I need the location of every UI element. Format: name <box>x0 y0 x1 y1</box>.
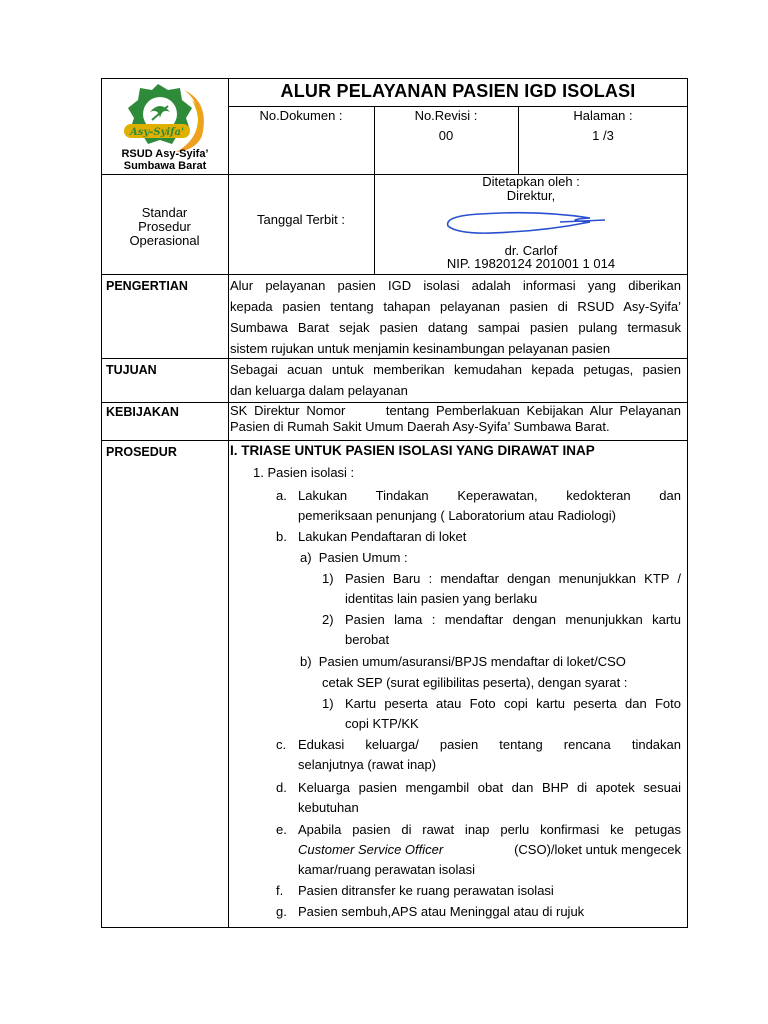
hospital-name-line2: Sumbawa Barat <box>123 160 207 172</box>
list-marker-f: f. <box>276 883 284 898</box>
list-item-ba2-line1: Pasien lama : mendaftar dengan menunjukkan kartu <box>345 612 681 627</box>
list-item-d-line2: kebutuhan <box>298 800 359 815</box>
list-marker-g: g. <box>276 904 287 919</box>
list-marker-ba2: 2) <box>322 612 334 627</box>
list-item-e-line2-rest: (CSO)/loket untuk mengecek <box>514 842 681 857</box>
list-item-f-line1: Pasien ditransfer ke ruang perawatan isolasi <box>298 883 554 898</box>
sop-label-line1: Standar <box>141 205 188 220</box>
tujuan-line: Sebagai acuan untuk memberikan kemudahan kepada petugas, pasien <box>230 362 681 377</box>
list-item-e-line3: kamar/ruang perawatan isolasi <box>298 862 476 877</box>
hospital-name-line1: RSUD Asy-Syifa’ <box>121 148 209 160</box>
title-divider <box>228 106 688 107</box>
list-item-bb-line1: b) Pasien umum/asuransi/BPJS mendaftar di loket/CSO <box>300 654 626 669</box>
pengertian-label: PENGERTIAN <box>106 279 188 293</box>
director-name: dr. Carlof <box>504 243 558 258</box>
list-item-d-line1: Keluarga pasien mengambil obat dan BHP di apotek sesuai <box>298 780 681 795</box>
list-item-bb-line2: cetak SEP (surat egilibilitas peserta), dengan syarat : <box>322 675 628 690</box>
tujuan-text <box>230 359 681 401</box>
pengertian-line: Sumbawa Barat sejak pasien datang sampai pasien pulang termasuk <box>230 320 681 335</box>
pengertian-line: sistem rujukan untuk menjamin kesinambungan pelayanan pasien <box>230 341 611 356</box>
director-nip: NIP. 19820124 201001 1 014 <box>446 256 616 271</box>
director-signature <box>440 208 610 244</box>
tujuan-line: dan keluarga dalam pelayanan <box>230 383 408 398</box>
list-item-1: 1. Pasien isolasi : <box>253 465 355 480</box>
list-item-ba2-line2: berobat <box>345 632 390 647</box>
ditetapkan-label: Ditetapkan oleh : <box>482 174 580 189</box>
list-item-c-line1: Edukasi keluarga/ pasien tentang rencana tindakan <box>298 737 681 752</box>
list-item-e-line1: Apabila pasien di rawat inap perlu konfirmasi ke petugas <box>298 822 681 837</box>
list-marker-ba1: 1) <box>322 571 334 586</box>
pengertian-text <box>230 275 681 359</box>
prosedur-label: PROSEDUR <box>106 445 177 459</box>
list-item-ba: a) Pasien Umum : <box>300 550 408 565</box>
sop-label-line3: Operasional <box>129 233 200 248</box>
list-marker-e: e. <box>276 822 287 837</box>
sop-label-line2: Prosedur <box>138 219 191 234</box>
list-item-ba1-line2: identitas lain pasien yang berlaku <box>345 591 538 606</box>
list-item-bb1-line1: Kartu peserta atau Foto copi kartu peserta dan Foto <box>345 696 681 711</box>
kebijakan-row-divider <box>101 440 688 441</box>
list-marker-c: c. <box>276 737 287 752</box>
tanggal-terbit-label: Tanggal Terbit : <box>257 212 345 227</box>
halaman-label: Halaman : <box>573 108 633 123</box>
list-item-a-line2: pemeriksaan penunjang ( Laboratorium atau Radiologi) <box>298 508 616 523</box>
list-item-bb1-line2: copi KTP/KK <box>345 716 419 731</box>
list-marker-b: b. <box>276 529 287 544</box>
list-item-c-line2: selanjutnya (rawat inap) <box>298 757 437 772</box>
pengertian-line: Alur pelayanan pasien IGD isolasi adalah informasi yang diberikan <box>230 278 681 293</box>
kebijakan-line: SK Direktur Nomor tentang Pemberlakuan Kebijakan Alur Pelayanan <box>230 403 681 418</box>
pengertian-line: kepada pasien tentang tahapan pelayanan pasien di RSUD Asy-Syifa’ <box>230 299 681 314</box>
list-marker-bb1: 1) <box>322 696 334 711</box>
list-item-ba1-line1: Pasien Baru : mendaftar dengan menunjukkan KTP / <box>345 571 681 586</box>
left-column-divider <box>228 78 229 928</box>
list-marker-a: a. <box>276 488 287 503</box>
halaman-value: 1 /3 <box>592 128 614 143</box>
kebijakan-text <box>230 403 681 435</box>
logo-text: Asy-Syifa' <box>129 127 185 138</box>
list-item-e-line2 <box>298 842 681 858</box>
no-revisi-value: 00 <box>438 128 454 143</box>
tujuan-label: TUJUAN <box>106 363 157 377</box>
document-title: ALUR PELAYANAN PASIEN IGD ISOLASI <box>280 81 636 101</box>
list-item-g-line1: Pasien sembuh,APS atau Meninggal atau di rujuk <box>298 904 585 919</box>
list-item-b-line1: Lakukan Pendaftaran di loket <box>298 529 467 544</box>
kebijakan-label: KEBIJAKAN <box>106 405 179 419</box>
prosedur-heading: I. TRIASE UNTUK PASIEN ISOLASI YANG DIRAWAT INAP <box>230 443 595 458</box>
no-revisi-label: No.Revisi : <box>414 108 478 123</box>
direktur-label: Direktur, <box>506 188 556 203</box>
list-item-a-line1: Lakukan Tindakan Keperawatan, kedokteran dan <box>298 488 681 503</box>
no-dokumen-label: No.Dokumen : <box>259 108 343 123</box>
cso-term: Customer Service Officer <box>298 842 444 857</box>
list-marker-d: d. <box>276 780 287 795</box>
kebijakan-line: Pasien di Rumah Sakit Umum Daerah Asy-Syifa’ Sumbawa Barat. <box>230 419 610 434</box>
